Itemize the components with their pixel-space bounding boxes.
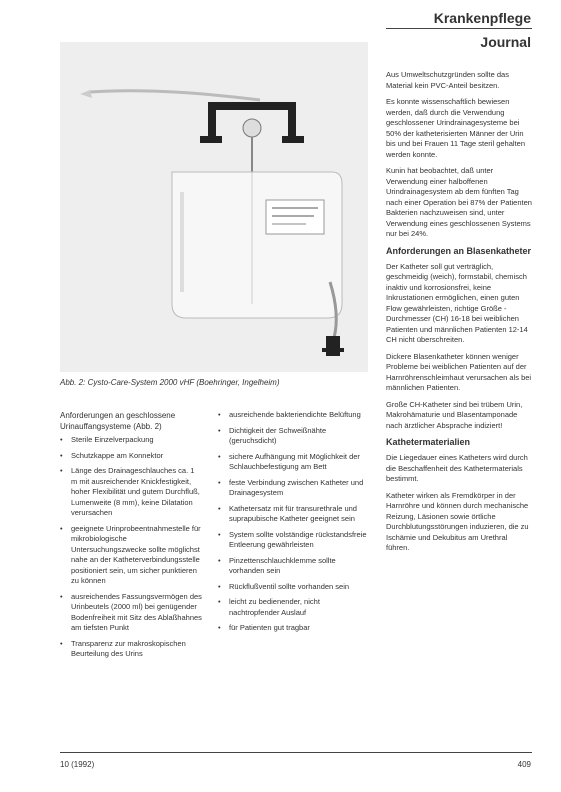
paragraph: Es konnte wissenschaftlich bewiesen werden, daß durch die Verwendung geschlossener Urindrainagesysteme bei 50% der katheterisierten Männer der Urin bis und bei Frauen 11 Tage steril gehalten werden konnte. [386,97,525,159]
list-item: • Rückflußventil sollte vorhanden sein [229,582,368,593]
section-heading: Kathetermaterialien [386,437,471,447]
section-title: Krankenpflege [433,10,531,26]
list-item: • Transparenz zur makroskopischen Beurteilung des Urins [71,639,202,660]
paragraph: Dickere Blasenkatheter können weniger Probleme bei weiblichen Patienten auf der Harnröhrenschleimhaut verursachen als bei männlichen Patienten. [386,351,532,392]
list-item: • geeignete Urinprobeentnahmestelle für mikrobiologische Untersuchungszwecke sollte möglichst nahe an der Katheterverbindungsstelle positioniert sein, um sicher punktieren zu können [71,524,202,587]
journal-title: Journal [480,34,531,50]
paragraph: Aus Umweltschutzgründen sollte das Material kein PVC-Anteil besitzen. [386,70,509,90]
right-column [386,70,532,560]
list-item: • feste Verbindung zwischen Katheter und Drainagesystem [229,478,368,499]
list-item: • Kathetersatz mit für transurethrale und suprapubische Katheter geeignet sein [229,504,368,525]
left-column [60,410,202,665]
list-item: • Pinzettenschlauchklemme sollte vorhanden sein [229,556,368,577]
list-item: • System sollte volständige rückstandsfreie Entleerung gewährleisten [229,530,368,551]
page-number: 409 [517,760,531,769]
list-item: • Länge des Drainageschlauches ca. 1 m mit ausreichender Knickfestigkeit, hoher Flexibilität und gutem Durchfluß, Lumenweite (8 mm), keine Dilatation verursachen [71,466,202,519]
paragraph: Die Liegedauer eines Katheters wird durch die Beschaffenheit des Kathetermaterials bestimmt. [386,453,528,483]
list-item: • Sterile Einzelverpackung [71,435,202,446]
middle-column [218,410,368,639]
urine-bag-image [60,42,368,372]
paragraph: Kunin hat beobachtet, daß unter Verwendung einer halboffenen Urindrainagesystem ab dem fünften Tag nach einer Operation bei 87% der Patienten Bakterien nachzuweisen sind, unter Verwendung eines geschlossenen Systems nur bei 24%. [386,166,532,238]
issue-number: 10 (1992) [60,760,95,769]
list-item: • ausreichendes Fassungsvermögen des Urinbeutels (2000 ml) bei genügender Bodenfreiheit mit Sitz des Ablaßhahnes am tiefsten Punkt [71,592,202,634]
requirements-list-continued [218,410,368,634]
list-item: • Schutzkappe am Konnektor [71,451,202,462]
section-heading: Anforderungen an Blasenkatheter [386,245,532,256]
list-item: • sichere Aufhängung mit Möglichkeit der Schlauchbefestigung am Bett [229,452,368,473]
list-item: • Dichtigkeit der Schweißnähte (geruchsdicht) [229,426,368,447]
list-item: • für Patienten gut tragbar [229,623,368,634]
list-item: • leicht zu bedienender, nicht nachtropfender Auslauf [229,597,368,618]
left-heading: Anforderungen an geschlossene Urinauffangsysteme (Abb. 2) [60,411,176,431]
header-rule [386,28,532,29]
paragraph: Katheter wirken als Fremdkörper in der Harnröhre und können durch mechanische Reizung, Läsionen sowie örtliche Durchblutungsstörungen induzieren, die zu Ischämie und Dekubitus am Urethral führen. [386,490,529,552]
footer-rule [60,752,532,753]
product-photo [60,42,368,372]
paragraph: Große CH-Katheter sind bei trübem Urin, Makrohämaturie und Blasentamponade nach ärztlicher Absprache indiziert! [386,399,523,430]
list-item: • ausreichende bakteriendichte Belüftung [229,410,368,421]
requirements-list [60,435,202,660]
paragraph: Der Katheter soll gut verträglich, geschmeidig (weich), formstabil, chemisch inaktiv und korrosionsfrei, keine Inkrustationen ermöglichen, einen guten Flow gewährleisten, richtige Größe - Durchmesser (CH) 16-18 bei weiblichen Patienten und männlichen Patienten 12-14 CH nicht überschreiten. [386,261,528,344]
figure-caption: Abb. 2: Cysto-Care-System 2000 vHF (Boehringer, Ingelheim) [60,378,280,387]
